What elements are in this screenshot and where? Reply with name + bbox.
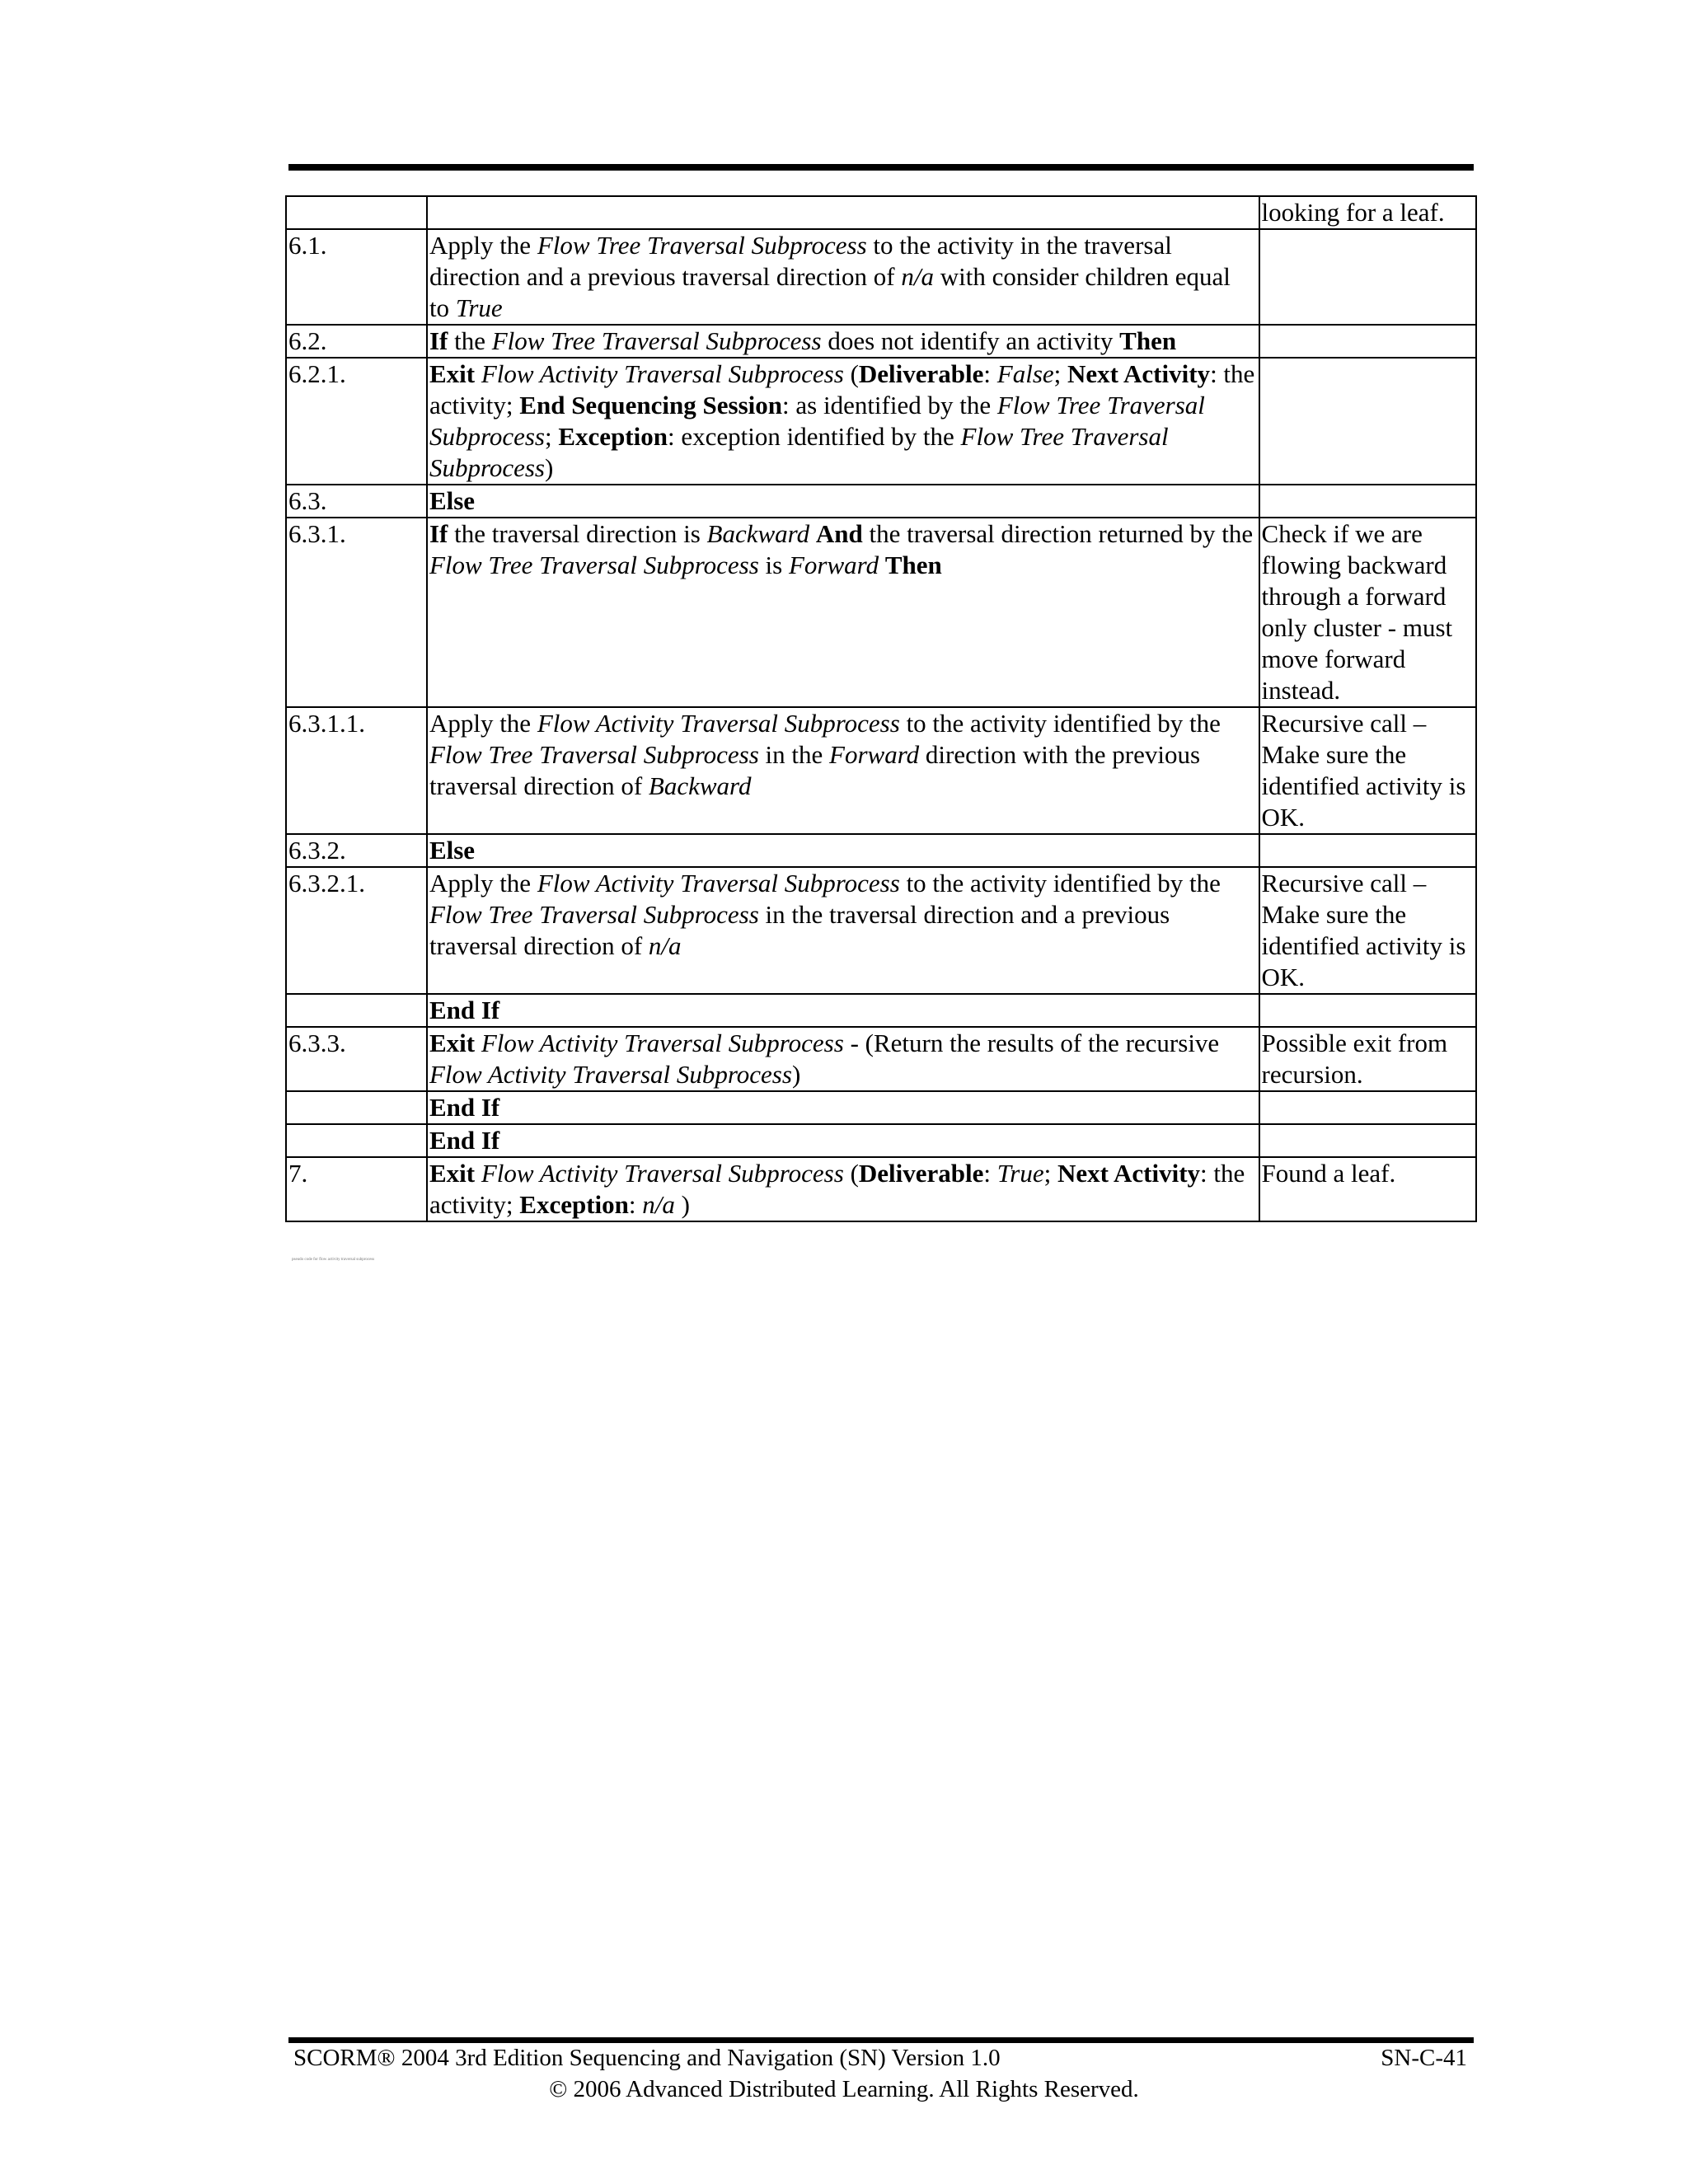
comment-cell: [1259, 325, 1476, 358]
table-caption: pseudo code for flow activity traversal subprocess: [292, 1258, 375, 1262]
pseudocode-cell: End If: [427, 1091, 1259, 1124]
step-number-cell: 6.3.: [286, 485, 427, 518]
comment-cell: Recursive call – Make sure the identified activity is OK.: [1259, 707, 1476, 834]
step-number-cell: 6.3.3.: [286, 1027, 427, 1091]
pseudocode-cell: End If: [427, 1124, 1259, 1157]
table-body: [286, 196, 1476, 1221]
table-row: [286, 1124, 1476, 1157]
pseudocode-cell: Apply the Flow Tree Traversal Subprocess to the activity in the traversal direction and a previous traversal direction of n/a with consider children equal to True: [427, 229, 1259, 325]
table-row: [286, 325, 1476, 358]
pseudocode-table: [285, 195, 1477, 1222]
table-row: [286, 518, 1476, 707]
step-number-cell: 7.: [286, 1157, 427, 1221]
step-number-cell: 6.3.1.1.: [286, 707, 427, 834]
comment-cell: [1259, 834, 1476, 867]
pseudocode-cell: [427, 196, 1259, 229]
table-row: [286, 1091, 1476, 1124]
header-rule: [288, 164, 1474, 171]
pseudocode-cell: If the traversal direction is Backward And the traversal direction returned by the Flow Tree Traversal Subprocess is Forward Then: [427, 518, 1259, 707]
table-row: [286, 834, 1476, 867]
comment-cell: [1259, 358, 1476, 485]
table-row: [286, 485, 1476, 518]
step-number-cell: [286, 1091, 427, 1124]
step-number-cell: 6.1.: [286, 229, 427, 325]
comment-cell: [1259, 229, 1476, 325]
pseudocode-cell: Apply the Flow Activity Traversal Subprocess to the activity identified by the Flow Tree Traversal Subprocess in the Forward direction with the previous traversal direction of Backward: [427, 707, 1259, 834]
pseudocode-cell: Exit Flow Activity Traversal Subprocess (Deliverable: False; Next Activity: the activity; End Sequencing Session: as identified by the Flow Tree Traversal Subprocess; Exception: exception identified by the Flow Tree Traversal Subprocess): [427, 358, 1259, 485]
table-row: [286, 707, 1476, 834]
step-number-cell: 6.3.2.: [286, 834, 427, 867]
table-row: [286, 1157, 1476, 1221]
step-number-cell: 6.3.1.: [286, 518, 427, 707]
pseudocode-cell: Else: [427, 485, 1259, 518]
comment-cell: [1259, 994, 1476, 1027]
comment-cell: Check if we are flowing backward through a forward only cluster - must move forward instead.: [1259, 518, 1476, 707]
step-number-cell: [286, 994, 427, 1027]
table-row: [286, 1027, 1476, 1091]
table-row: [286, 867, 1476, 994]
pseudocode-cell: If the Flow Tree Traversal Subprocess does not identify an activity Then: [427, 325, 1259, 358]
comment-cell: [1259, 1091, 1476, 1124]
pseudocode-cell: Apply the Flow Activity Traversal Subprocess to the activity identified by the Flow Tree Traversal Subprocess in the traversal direction and a previous traversal direction of n/a: [427, 867, 1259, 994]
footer-page-number: SN-C-41: [1381, 2045, 1467, 2071]
step-number-cell: [286, 1124, 427, 1157]
footer-title: SCORM® 2004 3rd Edition Sequencing and Navigation (SN) Version 1.0: [293, 2045, 1001, 2071]
step-number-cell: 6.3.2.1.: [286, 867, 427, 994]
pseudocode-cell: Else: [427, 834, 1259, 867]
table-row: [286, 358, 1476, 485]
comment-cell: [1259, 485, 1476, 518]
comment-cell: Possible exit from recursion.: [1259, 1027, 1476, 1091]
step-number-cell: 6.2.: [286, 325, 427, 358]
step-number-cell: [286, 196, 427, 229]
table-row: [286, 229, 1476, 325]
comment-cell: looking for a leaf.: [1259, 196, 1476, 229]
step-number-cell: 6.2.1.: [286, 358, 427, 485]
comment-cell: Recursive call – Make sure the identified activity is OK.: [1259, 867, 1476, 994]
pseudocode-cell: Exit Flow Activity Traversal Subprocess - (Return the results of the recursive Flow Activity Traversal Subprocess): [427, 1027, 1259, 1091]
comment-cell: [1259, 1124, 1476, 1157]
pseudocode-cell: End If: [427, 994, 1259, 1027]
footer-rule: [288, 2037, 1474, 2043]
table-row: [286, 196, 1476, 229]
table-row: [286, 994, 1476, 1027]
pseudocode-cell: Exit Flow Activity Traversal Subprocess (Deliverable: True; Next Activity: the activity; Exception: n/a ): [427, 1157, 1259, 1221]
footer-copyright: © 2006 Advanced Distributed Learning. All Rights Reserved.: [549, 2076, 1139, 2102]
comment-cell: Found a leaf.: [1259, 1157, 1476, 1221]
